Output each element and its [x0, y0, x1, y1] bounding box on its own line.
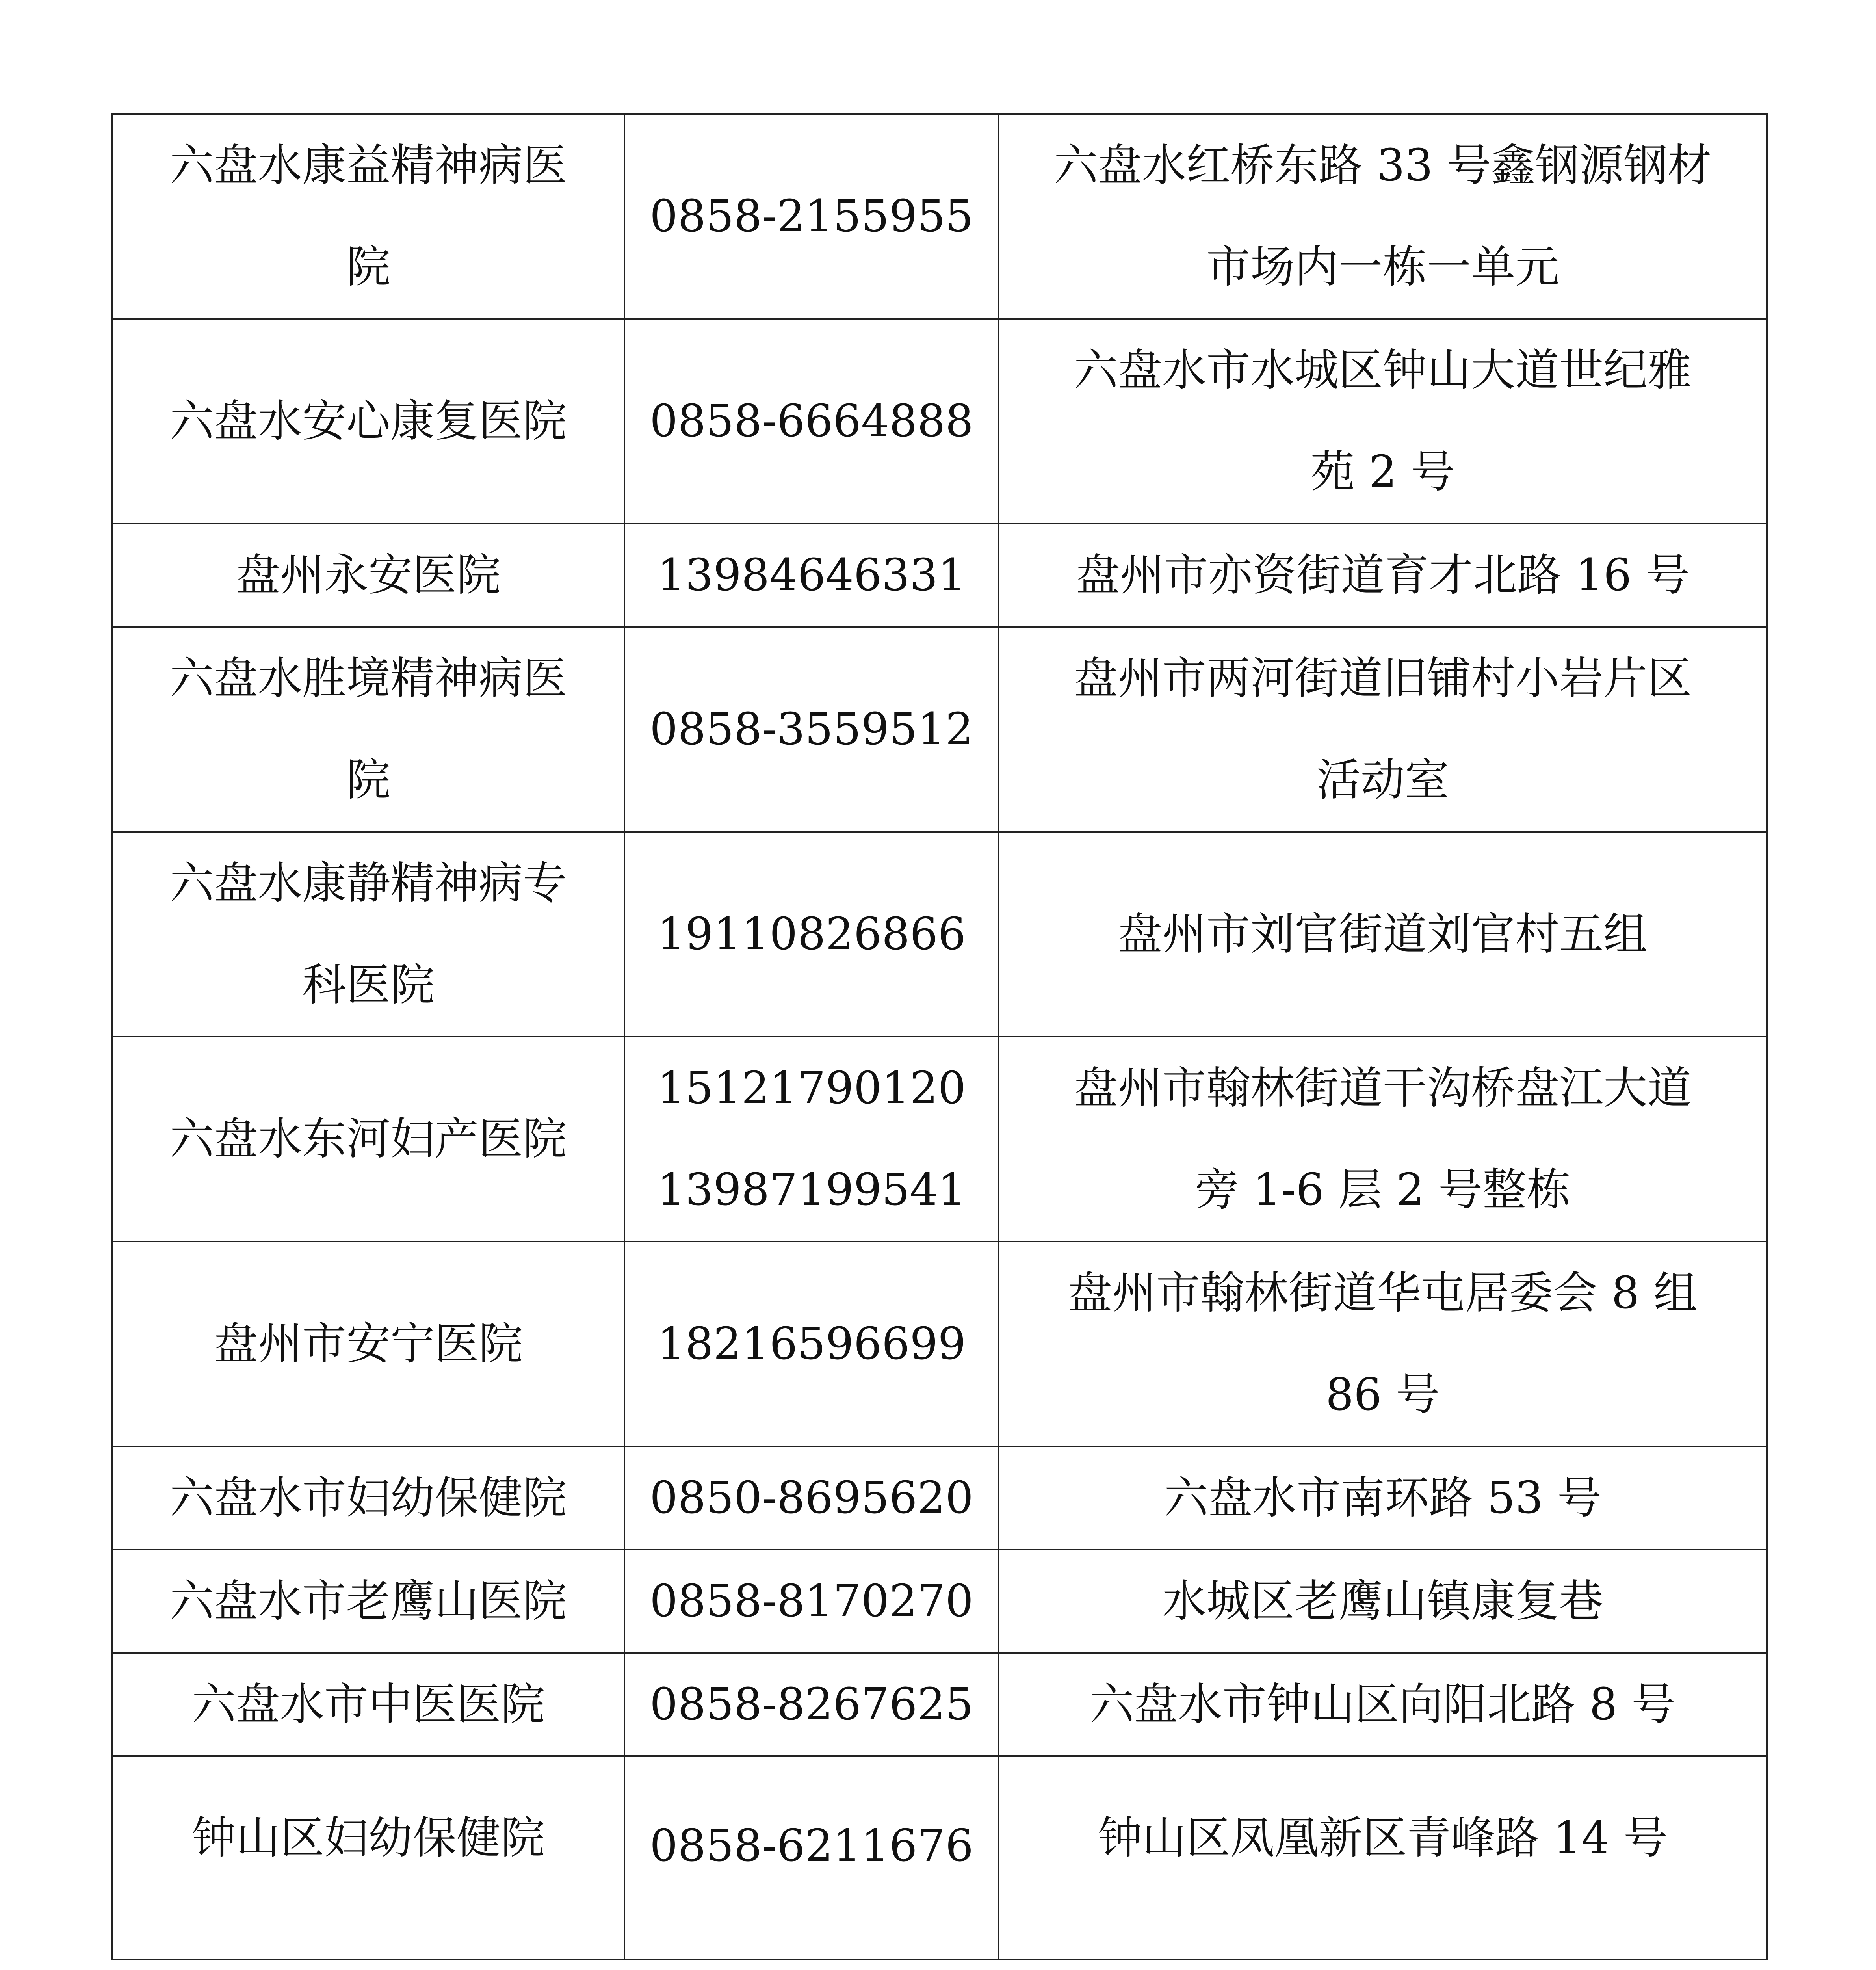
hospital-address: [999, 1037, 1767, 1241]
hospital-name: 六盘水安心康复医院: [112, 319, 624, 524]
hospital-name: 六盘水市中医医院: [112, 1653, 624, 1756]
table-row: [112, 627, 1767, 832]
hospital-address-line: 盘州市翰林街道干沟桥盘江大道: [1074, 1063, 1692, 1114]
hospital-name: 盘州永安医院: [112, 524, 624, 627]
table-row: [112, 1550, 1767, 1653]
hospital-address: 钟山区凤凰新区青峰路 14 号: [999, 1756, 1767, 1959]
table-row: [112, 1756, 1767, 1959]
hospital-phone: 19110826866: [624, 832, 999, 1037]
hospital-phone-line: 15121790120: [657, 1063, 966, 1114]
hospital-name-line: 六盘水康益精神病医: [170, 140, 567, 191]
hospital-name-line: 六盘水康静精神病专: [170, 858, 567, 909]
hospital-phone: 18216596699: [624, 1241, 999, 1446]
table-row: [112, 832, 1767, 1037]
hospital-name: 六盘水东河妇产医院: [112, 1037, 624, 1241]
hospital-directory-table: [111, 113, 1768, 1960]
hospital-address-line: 六盘水市水城区钟山大道世纪雅: [1074, 345, 1692, 396]
hospital-address-line: 市场内一栋一单元: [1206, 242, 1559, 293]
table-row: [112, 1037, 1767, 1241]
hospital-address: [999, 1241, 1767, 1446]
hospital-name: 盘州市安宁医院: [112, 1241, 624, 1446]
hospital-address: 六盘水市南环路 53 号: [999, 1446, 1767, 1550]
hospital-address-line: 苑 2 号: [1310, 446, 1455, 498]
hospital-phone: [624, 1037, 999, 1241]
hospital-address: 水城区老鹰山镇康复巷: [999, 1550, 1767, 1653]
table-row: [112, 1241, 1767, 1446]
hospital-phone: 13984646331: [624, 524, 999, 627]
hospital-phone-line: 13987199541: [657, 1164, 966, 1215]
hospital-address-line: 盘州市两河街道旧铺村小岩片区: [1074, 653, 1692, 704]
hospital-address: [999, 319, 1767, 524]
hospital-name: [112, 832, 624, 1037]
hospital-address: [999, 627, 1767, 832]
hospital-name: [112, 627, 624, 832]
table-row: [112, 114, 1767, 319]
hospital-address-line: 六盘水红桥东路 33 号鑫钢源钢材: [1054, 140, 1712, 191]
hospital-name: 六盘水市妇幼保健院: [112, 1446, 624, 1550]
hospital-phone: 0858-3559512: [624, 627, 999, 832]
hospital-address-line: 活动室: [1317, 755, 1449, 806]
hospital-name-line: 六盘水胜境精神病医: [170, 653, 567, 704]
hospital-address-line: 盘州市翰林街道华屯居委会 8 组: [1068, 1267, 1698, 1319]
hospital-address-line: 86 号: [1325, 1369, 1440, 1420]
hospital-phone: 0850-8695620: [624, 1446, 999, 1550]
hospital-address-line: 旁 1-6 层 2 号整栋: [1194, 1164, 1571, 1215]
hospital-name: [112, 114, 624, 319]
table-row: [112, 1446, 1767, 1550]
hospital-phone: 0858-2155955: [624, 114, 999, 319]
hospital-name: 钟山区妇幼保健院: [112, 1756, 624, 1959]
hospital-phone: 0858-6211676: [624, 1756, 999, 1959]
hospital-address: 盘州市亦资街道育才北路 16 号: [999, 524, 1767, 627]
hospital-address: [999, 114, 1767, 319]
hospital-address: 六盘水市钟山区向阳北路 8 号: [999, 1653, 1767, 1756]
table-row: [112, 1653, 1767, 1756]
hospital-name-line: 科医院: [302, 959, 435, 1011]
hospital-phone: 0858-8267625: [624, 1653, 999, 1756]
hospital-name-line: 院: [346, 242, 390, 293]
hospital-name: 六盘水市老鹰山医院: [112, 1550, 624, 1653]
hospital-address: 盘州市刘官街道刘官村五组: [999, 832, 1767, 1037]
hospital-name-line: 院: [346, 755, 390, 806]
hospital-phone: 0858-8170270: [624, 1550, 999, 1653]
table-row: [112, 319, 1767, 524]
hospital-phone: 0858-6664888: [624, 319, 999, 524]
table-row: [112, 524, 1767, 627]
